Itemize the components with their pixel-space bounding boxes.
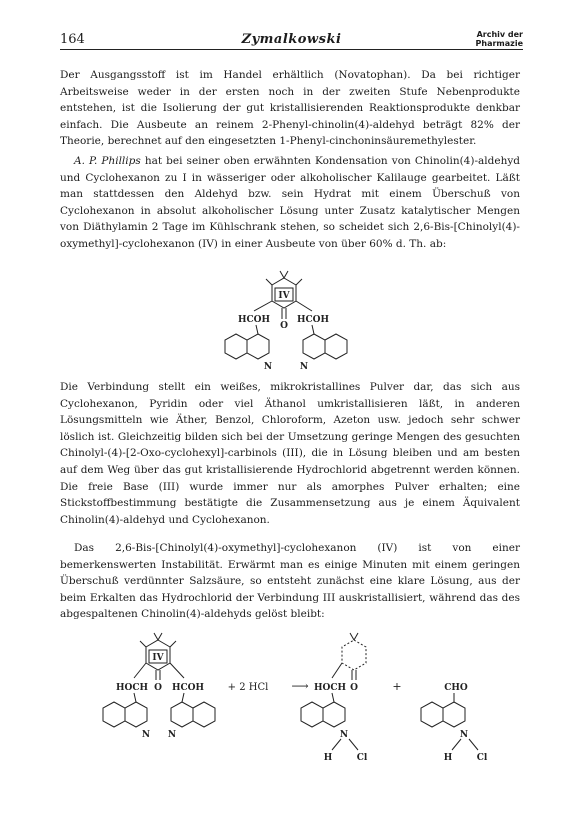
nitrogen-right: N (299, 362, 309, 372)
header-rule (60, 49, 523, 50)
product-hydrogen: H (323, 753, 333, 763)
journal-name (476, 30, 523, 48)
reactant-hoch: HOCH (115, 683, 149, 693)
paragraph-4: Das 2,6-Bis-[Chinolyl(4)-oxymethyl]-cyclohexanon (IV) ist von einer bemerkenswerten Instabilität. Erwärmt man es einige Minuten mit einem geringen Überschuß verdünnter Salzsäure, so entsteht zunächst eine klare Lösung, aus der beim Erkalten das Hydrochlorid der Verbindung III auskristallisiert, während das des abgespaltenen Chinolin(4)-aldehyds gelöst bleibt: (60, 542, 520, 621)
journal-name-line2: Pharmazie (475, 39, 523, 48)
aldehyde-hydrogen: H (443, 753, 453, 763)
reaction-scheme (60, 610, 520, 785)
running-head: Zymalkowski (241, 32, 342, 47)
page-header (60, 30, 523, 50)
journal-name-line1: Archiv der (476, 30, 523, 39)
product-nitrogen: N (339, 730, 349, 740)
hcoh-left: HCOH (237, 315, 271, 325)
paragraph-1: Der Ausgangsstoff ist im Handel erhältlich (Novatophan). Da bei richtiger Arbeitsweise weder in der ersten noch in der zweiten Stufe Nebenprodukte entstehen, ist die Isolierung der gut kristallisierenden Reaktionsprodukte denkbar einfach. Die Ausbeute an reinem 2-Phenyl-chinolin(4)-aldehyd beträgt 82% der Theorie, berechnet auf den eingesetzten 1-Phenyl-cinchoninsäuremethylester. (60, 69, 520, 148)
reactant-hcoh: HCOH (171, 683, 205, 693)
paragraph-2-text: hat bei seiner oben erwähnten Kondensation von Chinolin(4)-aldehyd und Cyclohexanon zu I in wässeriger oder alkoholischer Kalilauge gearbeitet. Läßt man stattdessen den Aldehyd bzw. sein Hydrat mit einem Überschuß von Cyclohexanon in absolut alkoholischer Lösung unter Zusatz katalytischer Mengen von Diäthylamin 2 Tage im Kühlschrank stehen, so scheidet sich 2,6-Bis-[Chinolyl(4)-oxymethyl]-cyclohexanon (IV) in einer Ausbeute von über 60% d. Th. ab: (60, 155, 520, 250)
product-chloride: Cl (356, 753, 368, 763)
reactant-ring-label: IV (152, 653, 164, 663)
paragraph-3: Die Verbindung stellt ein weißes, mikrokristallines Pulver dar, das sich aus Cyclohexanon, Pyridin oder viel Äthanol umkristallisieren läßt, in anderen Lösungsmitteln wie Äther, Benzol, Chloroform, Azeton usw. jedoch sehr schwer löslich ist. Gleichzeitig bilden sich bei der Umsetzung geringe Mengen des gesuchten Chinolyl-(4)-[2-Oxo-cyclohexyl]-carbinols (III), die in Lösung bleiben und am besten auf dem Weg über das gut kristallisierende Hydrochlorid abgetrennt werden können. Die freie Base (III) wurde immer nur als amorphes Pulver erhalten; eine Stickstoffbestimmung bestätigte die Zusammensetzung aus je einem Äquivalent Chinolin(4)-aldehyd und Cyclohexanon. (60, 381, 520, 526)
aldehyde-chloride: Cl (476, 753, 488, 763)
hcoh-right: HCOH (296, 315, 330, 325)
product-oxygen: O (350, 683, 358, 693)
plus-sign: + (392, 680, 402, 693)
ring-label: IV (278, 291, 290, 301)
reaction-arrow: ⟶ (291, 679, 309, 693)
aldehyde-nitrogen: N (459, 730, 469, 740)
reactant-nitrogen-left: N (141, 730, 151, 740)
nitrogen-left: N (263, 362, 273, 372)
product-hoch: HOCH (313, 683, 347, 693)
page-number: 164 (60, 32, 85, 47)
quinoline-right-ring-a (303, 334, 325, 359)
paragraph-2 (60, 153, 520, 253)
quinoline-right-ring-b (325, 334, 347, 359)
aldehyde-cho: CHO (444, 683, 468, 693)
ketone-oxygen: O (280, 321, 288, 331)
structure-iv (218, 262, 368, 380)
quinoline-left-ring-b (225, 334, 247, 359)
quinoline-left-ring-a (247, 334, 269, 359)
author-name: A. P. Phillips (74, 155, 141, 167)
reactant-oxygen: O (154, 683, 162, 693)
reagent-label: + 2 HCl (227, 682, 269, 693)
reactant-nitrogen-right: N (167, 730, 177, 740)
